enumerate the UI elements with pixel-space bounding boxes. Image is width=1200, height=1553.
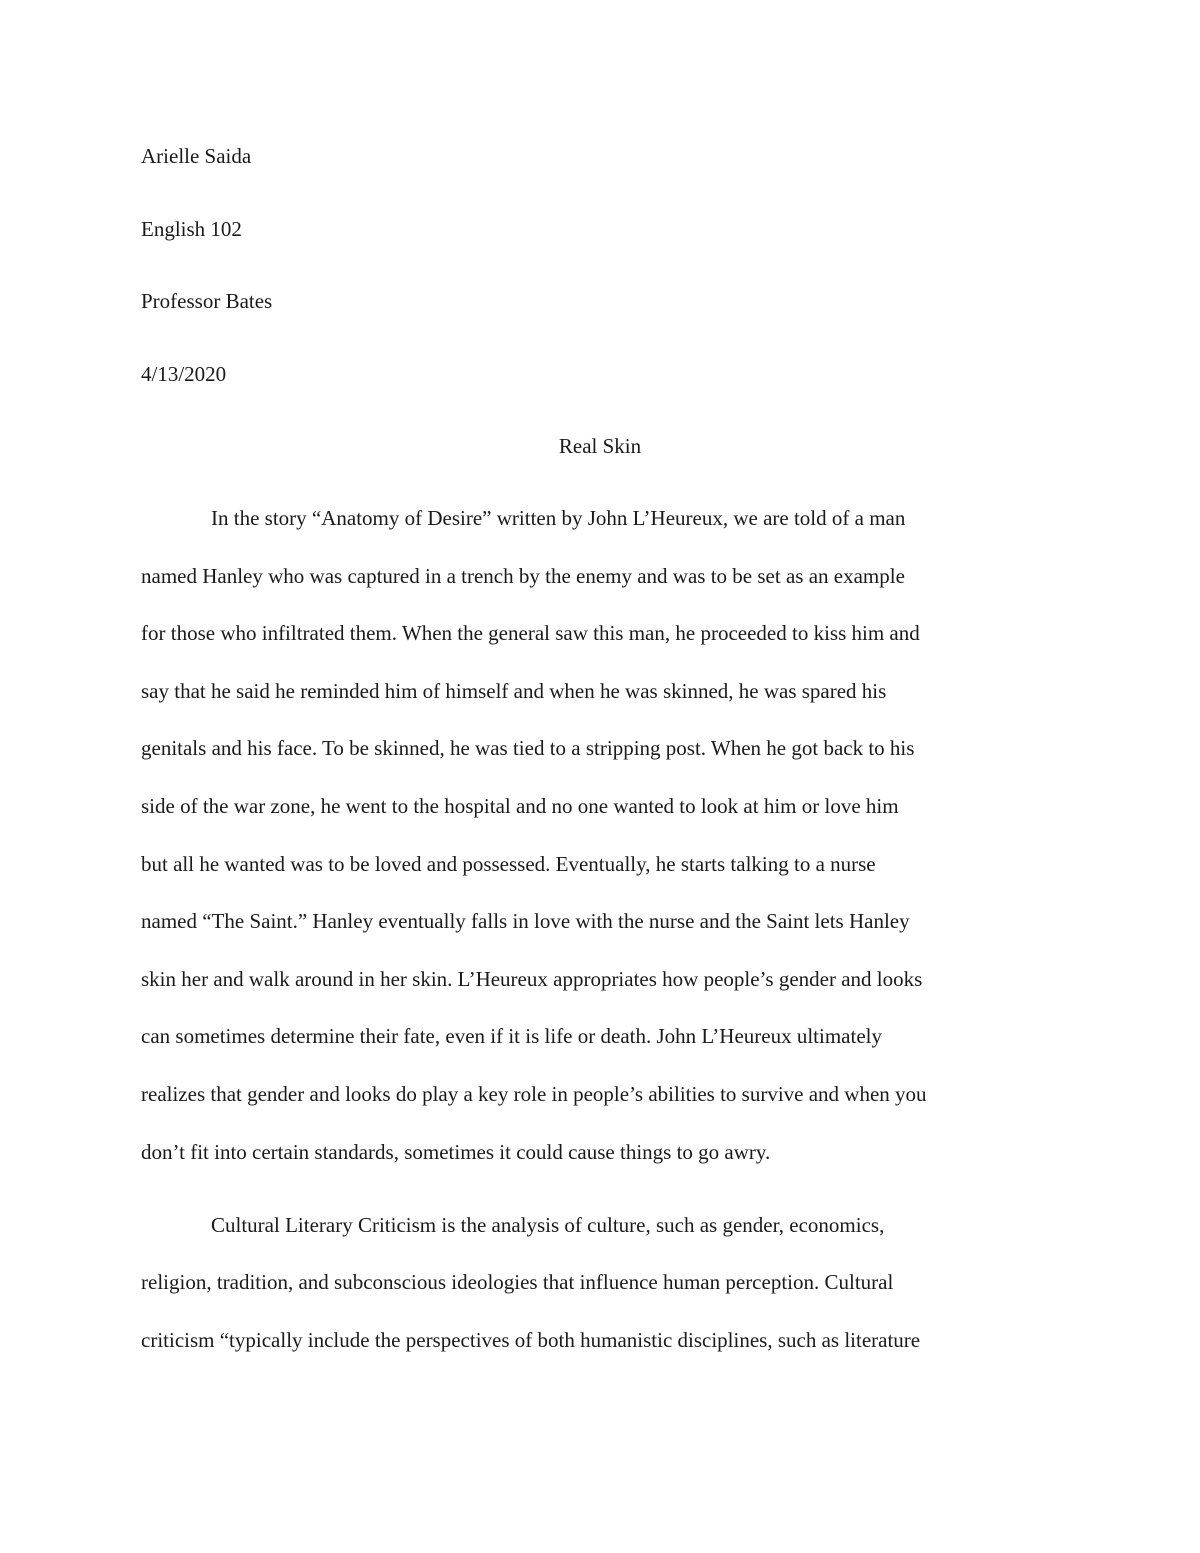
essay-title: Real Skin <box>558 434 642 458</box>
mla-header <box>141 142 1061 432</box>
paragraph-spacing <box>141 1195 1059 1210</box>
text-line: Cultural Literary Criticism is the analysis of culture, such as gender, economics, <box>211 1212 885 1237</box>
instructor-name: Professor Bates <box>141 289 273 313</box>
text-line: named Hanley who was captured in a trench by the enemy and was to be set as an example <box>141 563 905 588</box>
text-line: can sometimes determine their fate, even if it is life or death. John L’Heureux ultimately <box>141 1024 882 1049</box>
text-line: genitals and his face. To be skinned, he was tied to a stripping post. When he got back to his <box>141 736 915 761</box>
text-line: side of the war zone, he went to the hospital and no one wanted to look at him or love him <box>141 793 899 818</box>
text-line: but all he wanted was to be loved and possessed. Eventually, he starts talking to a nurse <box>141 851 876 876</box>
text-line: religion, tradition, and subconscious ideologies that influence human perception. Cultural <box>141 1270 894 1295</box>
text-line: don’t fit into certain standards, sometimes it could cause things to go awry. <box>141 1139 771 1164</box>
paragraph <box>141 504 1059 1195</box>
text-line: criticism “typically include the perspectives of both humanistic disciplines, such as literature <box>141 1327 921 1352</box>
course-name: English 102 <box>141 216 242 241</box>
text-line: say that he said he reminded him of himself and when he was skinned, he was spared his <box>141 678 887 703</box>
text-line: In the story “Anatomy of Desire” written by John L’Heureux, we are told of a man <box>211 506 906 530</box>
text-line: skin her and walk around in her skin. L’Heureux appropriates how people’s gender and looks <box>141 966 923 991</box>
essay-date: 4/13/2020 <box>141 361 227 386</box>
paragraph <box>141 1211 1059 1384</box>
text-line: for those who infiltrated them. When the general saw this man, he proceeded to kiss him and <box>141 621 920 646</box>
text-line: named “The Saint.” Hanley eventually falls in love with the nurse and the Saint lets Hanley <box>141 909 910 934</box>
essay-body <box>141 504 1059 1383</box>
author-name: Arielle Saida <box>141 144 252 168</box>
text-line: realizes that gender and looks do play a key role in people’s abilities to survive and when you <box>141 1081 927 1106</box>
